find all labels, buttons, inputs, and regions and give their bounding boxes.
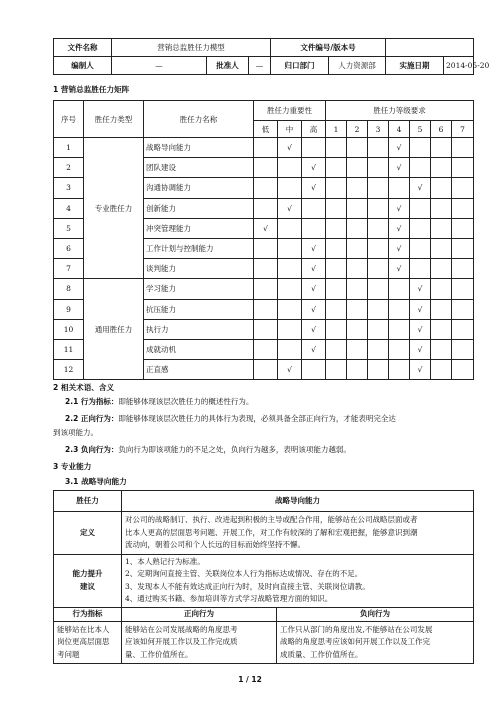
grade-cell — [326, 138, 347, 158]
importance-cell: √ — [302, 259, 326, 279]
competency-name: 学习能力 — [144, 279, 254, 299]
importance-cell: √ — [278, 198, 302, 218]
row-number: 12 — [54, 360, 84, 380]
grade-cell — [368, 218, 389, 238]
grade-cell — [347, 279, 368, 299]
importance-cell: √ — [278, 138, 302, 158]
grade-cell — [347, 158, 368, 178]
grade-cell: √ — [410, 299, 431, 319]
grade-cell — [452, 360, 474, 380]
grade-cell — [452, 178, 474, 198]
grade-cell — [326, 158, 347, 178]
grade-cell — [326, 360, 347, 380]
term-text: 即能够体现该层次胜任力的具体行为表现，必须具备全部正向行为，才能表明完全达 — [118, 414, 396, 423]
grade-cell: √ — [410, 178, 431, 198]
grade-cell — [452, 339, 474, 359]
col-header-positive: 正向行为 — [122, 607, 277, 621]
grade-cell — [389, 339, 410, 359]
grade-cell: √ — [389, 259, 410, 279]
col-header-indicator: 行为指标 — [54, 607, 122, 621]
importance-cell — [254, 279, 278, 299]
term-line-3 — [65, 443, 351, 457]
grade-cell — [368, 158, 389, 178]
group-professional: 专业胜任力 — [84, 138, 144, 279]
grade-cell — [347, 259, 368, 279]
competency-name: 战略导向能力 — [144, 138, 254, 158]
improvement-item: 4、通过购买书籍、参加培训等方式学习战略管理方面的知识。 — [125, 594, 333, 603]
grade-cell — [431, 238, 452, 258]
file-name-label: 文件名称 — [54, 39, 112, 57]
importance-level-header: 高 — [302, 121, 326, 138]
grade-cell — [389, 319, 410, 339]
term-line-1 — [65, 395, 253, 409]
col-header-name: 胜任力名称 — [144, 101, 254, 138]
improvement-label-line: 建议 — [80, 581, 95, 591]
negative-line: 战略的角度思考应该如何开展工作以及工作完 — [280, 637, 430, 646]
grade-cell — [347, 198, 368, 218]
grade-level-header: 5 — [410, 121, 431, 138]
definition-line: 对公司的战略制订、执行、改进起到积极的主导或配合作用，能够站在公司战略层面或者 — [125, 515, 418, 524]
indicator-line: 能够站在比本人 — [57, 624, 110, 634]
importance-cell — [278, 259, 302, 279]
importance-cell — [254, 158, 278, 178]
grade-cell — [452, 259, 474, 279]
row-number: 9 — [54, 299, 84, 319]
file-name-value: 营销总监胜任力模型 — [112, 39, 271, 57]
grade-cell — [347, 178, 368, 198]
importance-cell: √ — [302, 158, 326, 178]
grade-cell — [368, 279, 389, 299]
grade-cell — [368, 360, 389, 380]
grade-cell — [389, 360, 410, 380]
competency-name: 战略导向能力 — [122, 491, 474, 512]
definition-line: 比本人更高的层面思考问题、开展工作，对工作有较深的了解和宏观把握，能够意识到潮 — [125, 527, 418, 537]
effective-date-label: 实施日期 — [386, 57, 444, 75]
competency-name: 沟通协调能力 — [144, 178, 254, 198]
grade-cell — [326, 198, 347, 218]
grade-cell — [431, 178, 452, 198]
negative-line: 成质量、工作价值所在。 — [280, 649, 363, 659]
importance-cell: √ — [278, 360, 302, 380]
row-number: 2 — [54, 158, 84, 178]
effective-date-value: 2014-05-20 — [444, 57, 474, 75]
positive-line: 应该如何开展工作以及工作完成质 — [125, 637, 238, 646]
importance-cell — [278, 319, 302, 339]
positive-cell — [122, 621, 277, 664]
row-number: 5 — [54, 218, 84, 238]
grade-cell: √ — [389, 158, 410, 178]
document-header-table — [53, 38, 490, 75]
term-text: 负向行为即该项能力的不足之处，负向行为越多，表明该项能力越弱。 — [118, 445, 351, 454]
grade-cell: √ — [410, 360, 431, 380]
grade-cell — [368, 319, 389, 339]
row-number: 10 — [54, 319, 84, 339]
competency-name: 创新能力 — [144, 198, 254, 218]
row-number: 8 — [54, 279, 84, 299]
col-header-grade: 胜任力等级要求 — [326, 101, 474, 121]
grade-cell — [410, 198, 431, 218]
grade-cell — [368, 178, 389, 198]
grade-level-header: 6 — [431, 121, 452, 138]
grade-level-header: 7 — [452, 121, 474, 138]
grade-cell: √ — [410, 339, 431, 359]
grade-cell — [326, 279, 347, 299]
section-1-title: 1 营销总监胜任力矩阵 — [53, 85, 130, 94]
grade-cell — [410, 218, 431, 238]
row-number: 7 — [54, 259, 84, 279]
grade-level-header: 3 — [368, 121, 389, 138]
grade-cell — [368, 259, 389, 279]
grade-cell — [431, 218, 452, 238]
importance-cell — [278, 339, 302, 359]
col-header-importance: 胜任力重要性 — [254, 101, 326, 121]
importance-cell — [302, 198, 326, 218]
importance-cell — [302, 218, 326, 238]
importance-cell — [278, 178, 302, 198]
prepared-by-value: — — [112, 57, 207, 75]
competency-name: 工作计划与控制能力 — [144, 238, 254, 258]
grade-cell — [452, 299, 474, 319]
importance-level-header: 低 — [254, 121, 278, 138]
grade-cell — [431, 158, 452, 178]
grade-cell — [326, 238, 347, 258]
grade-cell — [326, 299, 347, 319]
grade-cell — [368, 339, 389, 359]
grade-cell — [431, 319, 452, 339]
grade-cell — [389, 178, 410, 198]
department-value: 人力资源部 — [329, 57, 386, 75]
importance-cell — [254, 178, 278, 198]
approved-by-label: 批准人 — [207, 57, 249, 75]
grade-cell — [347, 299, 368, 319]
importance-cell — [278, 299, 302, 319]
grade-cell — [452, 198, 474, 218]
grade-cell — [368, 138, 389, 158]
competency-name: 谈判能力 — [144, 259, 254, 279]
grade-cell — [410, 138, 431, 158]
importance-cell — [278, 218, 302, 238]
importance-cell — [254, 138, 278, 158]
competency-name: 抗压能力 — [144, 299, 254, 319]
grade-cell — [431, 259, 452, 279]
grade-cell: √ — [389, 138, 410, 158]
grade-cell — [431, 339, 452, 359]
grade-cell — [347, 218, 368, 238]
grade-cell — [410, 238, 431, 258]
definition-text — [122, 512, 474, 555]
improvement-list — [122, 554, 474, 607]
matrix-row — [54, 138, 474, 158]
grade-level-header: 2 — [347, 121, 368, 138]
importance-cell — [278, 279, 302, 299]
improvement-item: 2、定期询问直接主管、关联岗位本人行为指标达成情况、存在的不足。 — [125, 569, 363, 578]
strategic-orientation-table — [53, 490, 474, 664]
positive-line: 能够站在公司发展战略的角度思考 — [125, 624, 238, 634]
grade-cell — [410, 158, 431, 178]
grade-cell — [431, 138, 452, 158]
grade-cell — [368, 238, 389, 258]
importance-cell — [278, 158, 302, 178]
term-label: 2.1 行为指标： — [65, 397, 119, 406]
importance-cell: √ — [302, 238, 326, 258]
definition-label: 定义 — [54, 512, 122, 555]
department-label: 归口部门 — [271, 57, 329, 75]
doc-no-value — [386, 39, 474, 57]
group-general: 通用胜任力 — [84, 279, 144, 380]
grade-level-header: 1 — [326, 121, 347, 138]
term-line-2-cont: 到该项能力。 — [53, 428, 98, 437]
importance-cell: √ — [302, 279, 326, 299]
improvement-item: 3、发现本人不能有效达成正向行为时，及时向直接主管、关联岗位请教。 — [125, 581, 370, 591]
importance-cell — [302, 360, 326, 380]
grade-cell — [389, 279, 410, 299]
competency-name: 执行力 — [144, 319, 254, 339]
improvement-item: 1、本人熟记行为标准。 — [125, 556, 205, 566]
indicator-line: 岗位更高层面思 — [57, 637, 110, 646]
indicator-line: 考问题 — [57, 649, 80, 659]
grade-cell: √ — [389, 198, 410, 218]
competency-label: 胜任力 — [54, 491, 122, 512]
grade-cell — [326, 259, 347, 279]
improvement-label — [54, 554, 122, 607]
importance-cell — [254, 259, 278, 279]
col-header-type: 胜任力类型 — [84, 101, 144, 138]
importance-cell — [302, 138, 326, 158]
grade-cell — [347, 238, 368, 258]
competency-name: 成就动机 — [144, 339, 254, 359]
grade-cell — [431, 279, 452, 299]
term-label: 2.2 正向行为： — [65, 414, 119, 423]
grade-cell: √ — [410, 279, 431, 299]
row-number: 11 — [54, 339, 84, 359]
grade-cell — [326, 178, 347, 198]
indicator-cell — [54, 621, 122, 664]
grade-cell — [452, 218, 474, 238]
grade-cell — [326, 218, 347, 238]
grade-cell — [389, 299, 410, 319]
importance-cell — [278, 238, 302, 258]
row-number: 4 — [54, 198, 84, 218]
importance-cell: √ — [302, 339, 326, 359]
col-header-no: 序号 — [54, 101, 84, 138]
importance-cell — [254, 319, 278, 339]
negative-cell — [277, 621, 474, 664]
grade-cell — [410, 259, 431, 279]
section-3-1-title: 3.1 战略导向能力 — [65, 477, 127, 486]
grade-cell — [347, 360, 368, 380]
doc-no-label: 文件编号/版本号 — [271, 39, 386, 57]
competency-name: 正直感 — [144, 360, 254, 380]
importance-cell — [254, 238, 278, 258]
row-number: 1 — [54, 138, 84, 158]
section-3-title: 3 专业能力 — [53, 462, 92, 471]
term-line-2 — [65, 412, 396, 426]
grade-cell — [368, 299, 389, 319]
importance-cell — [254, 299, 278, 319]
importance-cell — [254, 198, 278, 218]
grade-cell — [368, 198, 389, 218]
col-header-negative: 负向行为 — [277, 607, 474, 621]
grade-cell: √ — [389, 218, 410, 238]
matrix-row — [54, 279, 474, 299]
grade-cell — [347, 339, 368, 359]
competency-name: 团队建设 — [144, 158, 254, 178]
grade-cell — [347, 319, 368, 339]
row-number: 3 — [54, 178, 84, 198]
positive-line: 量、工作价值所在。 — [125, 649, 193, 659]
competency-name: 冲突管理能力 — [144, 218, 254, 238]
prepared-by-label: 编制人 — [54, 57, 112, 75]
row-number: 6 — [54, 238, 84, 258]
page-number: 1 / 12 — [238, 675, 262, 684]
grade-cell — [452, 158, 474, 178]
grade-cell — [431, 360, 452, 380]
grade-cell: √ — [410, 319, 431, 339]
grade-cell — [452, 279, 474, 299]
grade-cell — [347, 138, 368, 158]
term-text: 即能够体现该层次胜任力的概述性行为。 — [118, 397, 254, 406]
competency-matrix-table — [53, 100, 474, 380]
importance-cell — [254, 360, 278, 380]
importance-level-header: 中 — [278, 121, 302, 138]
term-label: 2.3 负向行为： — [65, 445, 119, 454]
grade-cell — [452, 138, 474, 158]
importance-cell: √ — [302, 319, 326, 339]
importance-cell: √ — [254, 218, 278, 238]
grade-cell — [431, 299, 452, 319]
grade-cell — [326, 339, 347, 359]
importance-cell: √ — [302, 299, 326, 319]
importance-cell — [254, 339, 278, 359]
grade-level-header: 4 — [389, 121, 410, 138]
grade-cell — [452, 319, 474, 339]
importance-cell: √ — [302, 178, 326, 198]
approved-by-value: — — [249, 57, 271, 75]
improvement-label-line: 能力提升 — [72, 569, 103, 578]
grade-cell — [431, 198, 452, 218]
negative-line: 工作只从部门的角度出发,不能够站在公司发展 — [280, 624, 433, 634]
grade-cell — [452, 238, 474, 258]
section-2-title: 2 相关术语、含义 — [53, 383, 115, 392]
grade-cell: √ — [389, 238, 410, 258]
definition-line: 流动向，朝着公司和个人长远的目标而始终坚持不懈。 — [125, 540, 305, 549]
grade-cell — [326, 319, 347, 339]
